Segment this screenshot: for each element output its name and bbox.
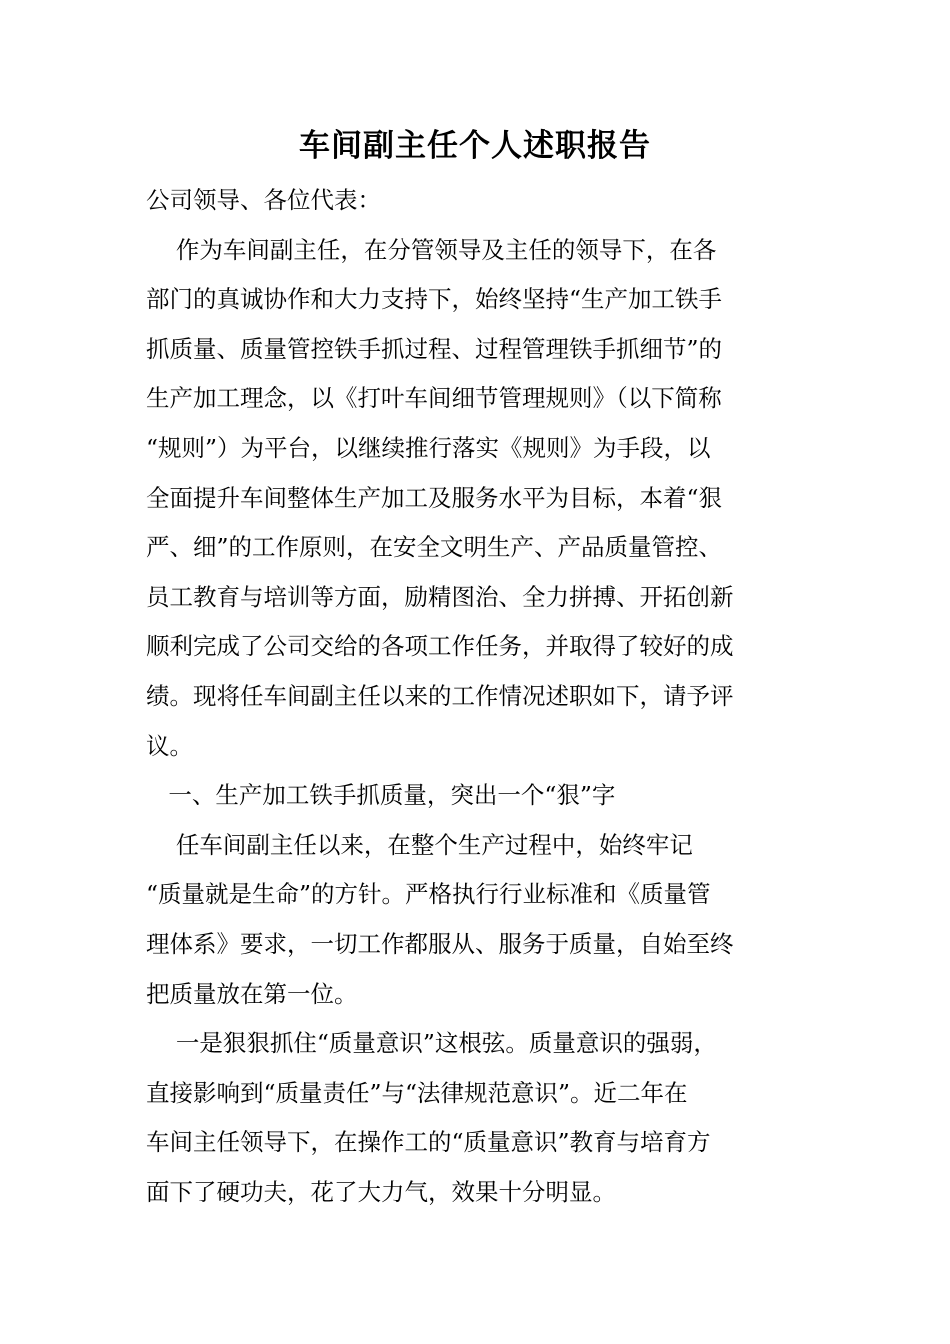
body-line: 直接影响到“质量责任”与“法律规范意识”。近二年在	[146, 1078, 688, 1107]
body-line: 议。	[146, 731, 193, 760]
body-line: 全面提升车间整体生产加工及服务水平为目标，本着“狠	[146, 483, 723, 512]
body-line: 抓质量、质量管控铁手抓过程、过程管理铁手抓细节”的	[146, 334, 723, 363]
document-title: 车间副主任个人述职报告	[299, 128, 651, 164]
body-line: 员工教育与培训等方面，励精图治、全力拼搏、开拓创新	[146, 582, 734, 611]
body-line: 严、细”的工作原则，在安全文明生产、产品质量管控、	[146, 533, 723, 562]
body-line: “规则”）为平台，以继续推行落实《规则》为手段，以	[146, 433, 711, 462]
body-line: “质量就是生命”的方针。严格执行行业标准和《质量管	[146, 880, 711, 909]
body-line: 绩。现将任车间副主任以来的工作情况述职如下，请予评	[146, 681, 734, 710]
body-line: 把质量放在第一位。	[146, 979, 358, 1008]
body-line: 顺利完成了公司交给的各项工作任务，并取得了较好的成	[146, 632, 734, 661]
body-line: 一是狠狠抓住“质量意识”这根弦。质量意识的强弱，	[146, 1029, 717, 1058]
body-line: 面下了硬功夫，花了大力气，效果十分明显。	[146, 1177, 616, 1206]
body-line: 生产加工理念，以《打叶车间细节管理规则》（以下简称	[146, 384, 722, 413]
body-line: 部门的真诚协作和大力支持下，始终坚持“生产加工铁手	[146, 285, 723, 314]
body-line: 任车间副主任以来，在整个生产过程中，始终牢记	[146, 830, 693, 859]
section-heading: 一、生产加工铁手抓质量，突出一个“狠”字	[146, 781, 616, 810]
body-line: 车间主任领导下，在操作工的“质量意识”教育与培育方	[146, 1128, 711, 1157]
body-line: 作为车间副主任，在分管领导及主任的领导下，在各	[146, 235, 717, 264]
body-line: 公司领导、各位代表：	[146, 186, 381, 214]
body-line: 理体系》要求，一切工作都服从、服务于质量，自始至终	[146, 929, 734, 958]
document-body	[146, 176, 818, 1217]
